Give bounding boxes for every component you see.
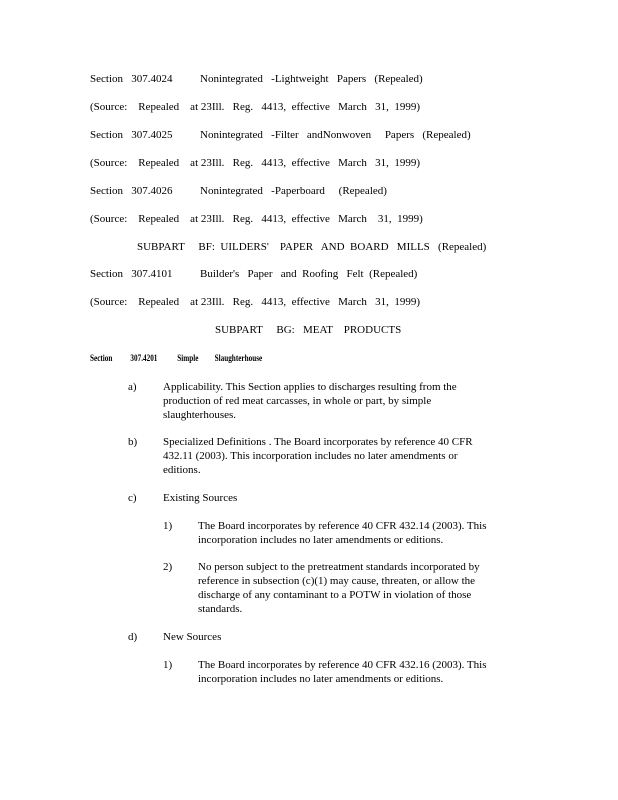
section-heading-307-4026: Section 307.4026 Nonintegrated -Paperboard (Repealed) (90, 185, 387, 197)
item-d-label: d) (128, 631, 138, 643)
item-b-label: b) (128, 436, 138, 448)
item-a-text: Applicability. This Section applies to discharges resulting from the production of red meat carcasses, in whole or part, by simple slaughterhouses. (163, 381, 457, 421)
item-d-text: New Sources (163, 631, 222, 643)
subpart-heading-bf: SUBPART BF: UILDERS' PAPER AND BOARD MILLS (Repealed) (137, 241, 487, 253)
source-note: (Source: Repealed at 23Ill. Reg. 4413, effective March 31, 1999) (90, 213, 423, 225)
item-b-text: Specialized Definitions . The Board incorporates by reference 40 CFR 432.11 (2003). This incorporation includes no later amendments or editions. (163, 436, 473, 476)
section-heading-307-4024: Section 307.4024 Nonintegrated -Lightweight Papers (Repealed) (90, 73, 423, 85)
subpart-heading-bg: SUBPART BG: MEAT PRODUCTS (215, 324, 402, 336)
source-note: (Source: Repealed at 23Ill. Reg. 4413, effective March 31, 1999) (90, 157, 421, 169)
item-c-text: Existing Sources (163, 492, 238, 504)
item-c1-label: 1) (163, 520, 173, 532)
item-c2-label: 2) (163, 561, 173, 573)
item-d1-label: 1) (163, 659, 173, 671)
source-note: (Source: Repealed at 23Ill. Reg. 4413, effective March 31, 1999) (90, 296, 421, 308)
item-c-label: c) (128, 492, 137, 504)
item-d1-text: The Board incorporates by reference 40 CFR 432.16 (2003). This incorporation includes no later amendments or editions. (198, 659, 487, 685)
section-heading-307-4101: Section 307.4101 Builder's Paper and Roofing Felt (Repealed) (90, 268, 418, 280)
section-heading-307-4201: Section 307.4201 Simple Slaughterhouse (90, 353, 263, 363)
item-a-label: a) (128, 381, 137, 393)
item-c2-text: No person subject to the pretreatment standards incorporated by reference in subsection (c)(1) may cause, threaten, or allow the discharge of any contaminant to a POTW in violation of those standards. (198, 561, 480, 615)
source-note: (Source: Repealed at 23Ill. Reg. 4413, effective March 31, 1999) (90, 101, 421, 113)
section-heading-307-4025: Section 307.4025 Nonintegrated -Filter andNonwoven Papers (Repealed) (90, 129, 471, 141)
item-c1-text: The Board incorporates by reference 40 CFR 432.14 (2003). This incorporation includes no later amendments or editions. (198, 520, 487, 546)
